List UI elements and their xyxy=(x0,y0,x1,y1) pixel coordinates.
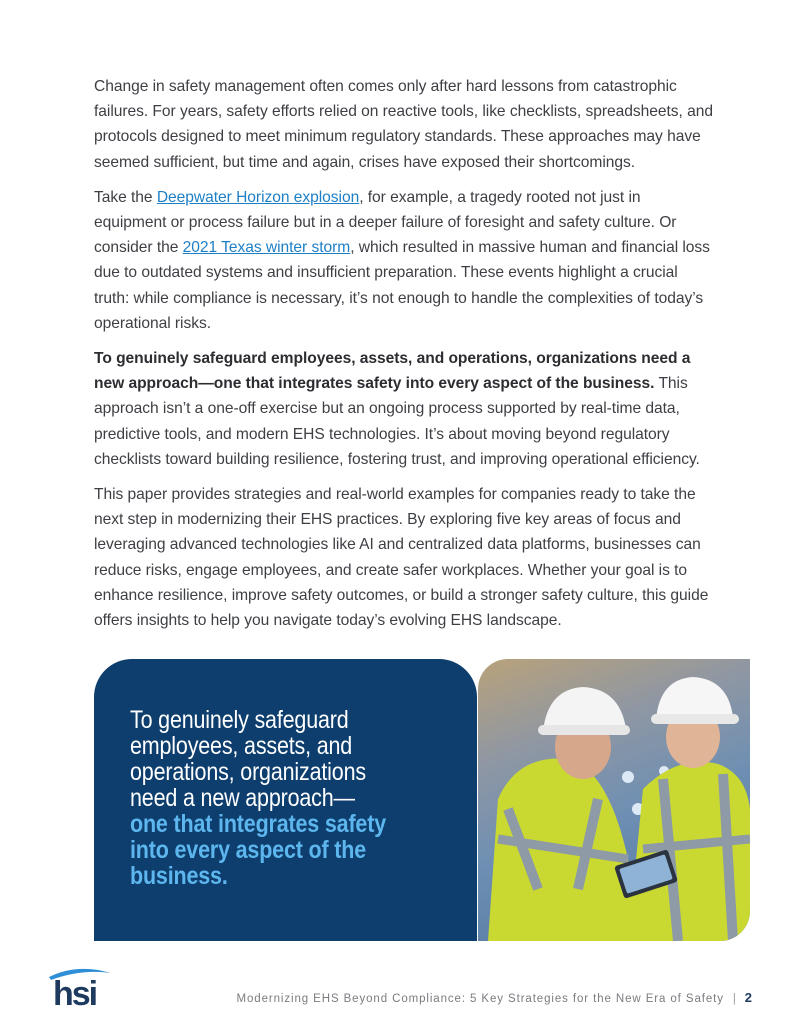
callout-line: need a new approach— xyxy=(130,784,355,812)
callout-highlight-line: into every aspect of the xyxy=(130,836,367,864)
footer xyxy=(237,990,752,1005)
paragraph-examples-middle: , for example, a tragedy rooted not just in equipment or process failure but in a deeper failure of foresight and safety culture. Or consider the xyxy=(94,188,677,257)
callout-highlight-line: one that integrates safety xyxy=(130,810,386,838)
worker-left xyxy=(488,687,638,941)
pull-quote-callout xyxy=(94,659,750,941)
page-number: 2 xyxy=(744,990,752,1005)
texas-winter-storm-link[interactable]: 2021 Texas winter storm xyxy=(182,239,351,257)
approach-rest: This approach isn’t a one-off exercise but an ongoing process supported by real-time data, predictive tools, and modern EHS technologies. It’s about moving beyond regulatory checklists toward building resilience, fostering trust, and improving operational efficiency. xyxy=(94,375,700,468)
workers-photo xyxy=(478,659,750,941)
footer-document-title: Modernizing EHS Beyond Compliance: 5 Key Strategies for the New Era of Safety xyxy=(236,993,724,1005)
deepwater-horizon-link[interactable]: Deepwater Horizon explosion xyxy=(156,188,360,206)
callout-line: operations, organizations xyxy=(130,758,366,786)
paragraph-overview: This paper provides strategies and real-world examples for companies ready to take the next step in modernizing their EHS practices. By exploring five key areas of focus and leveraging advanced technologies like AI and centralized data platforms, businesses can reduce risks, engage employees, and create safer workplaces. Whether your goal is to enhance resilience, improve safety outcomes, or build a stronger safety culture, this guide offers insights to help you navigate today’s evolving EHS landscape. xyxy=(94,486,709,630)
workers-hardhat-tablet-photo xyxy=(478,659,750,941)
footer-separator: | xyxy=(732,993,737,1005)
paragraph-approach xyxy=(94,346,714,472)
paragraph-intro: Change in safety management often comes only after hard lessons from catastrophic failures. For years, safety efforts relied on reactive tools, like checklists, spreadsheets, and protocols designed to meet minimum regulatory standards. These approaches may have seemed sufficient, but time and again, crises have exposed their shortcomings. xyxy=(94,78,713,171)
callout-line: To genuinely safeguard xyxy=(130,706,349,734)
hsi-logo xyxy=(47,963,113,1007)
body-text xyxy=(94,74,714,643)
callout-quote xyxy=(130,707,388,889)
paragraph-examples xyxy=(94,185,714,336)
hsi-logo-icon xyxy=(47,963,113,1007)
worker-right xyxy=(628,677,750,941)
callout-highlight-line: business. xyxy=(130,862,228,890)
callout-panel xyxy=(94,659,477,941)
paragraph-examples-lead: Take the xyxy=(94,188,157,206)
approach-bold-statement: To genuinely safeguard employees, assets, and operations, organizations need a new approach—one that integrates safety into every aspect of the business. xyxy=(94,350,691,393)
hsi-logo-text: hsi xyxy=(53,975,97,1007)
paragraph-examples-end: , which resulted in massive human and financial loss due to outdated systems and insufficient preparation. These events highlight a crucial truth: while compliance is necessary, it’s not enough to handle the complexities of today’s operational risks. xyxy=(94,239,710,332)
callout-line: employees, assets, and xyxy=(130,732,353,760)
